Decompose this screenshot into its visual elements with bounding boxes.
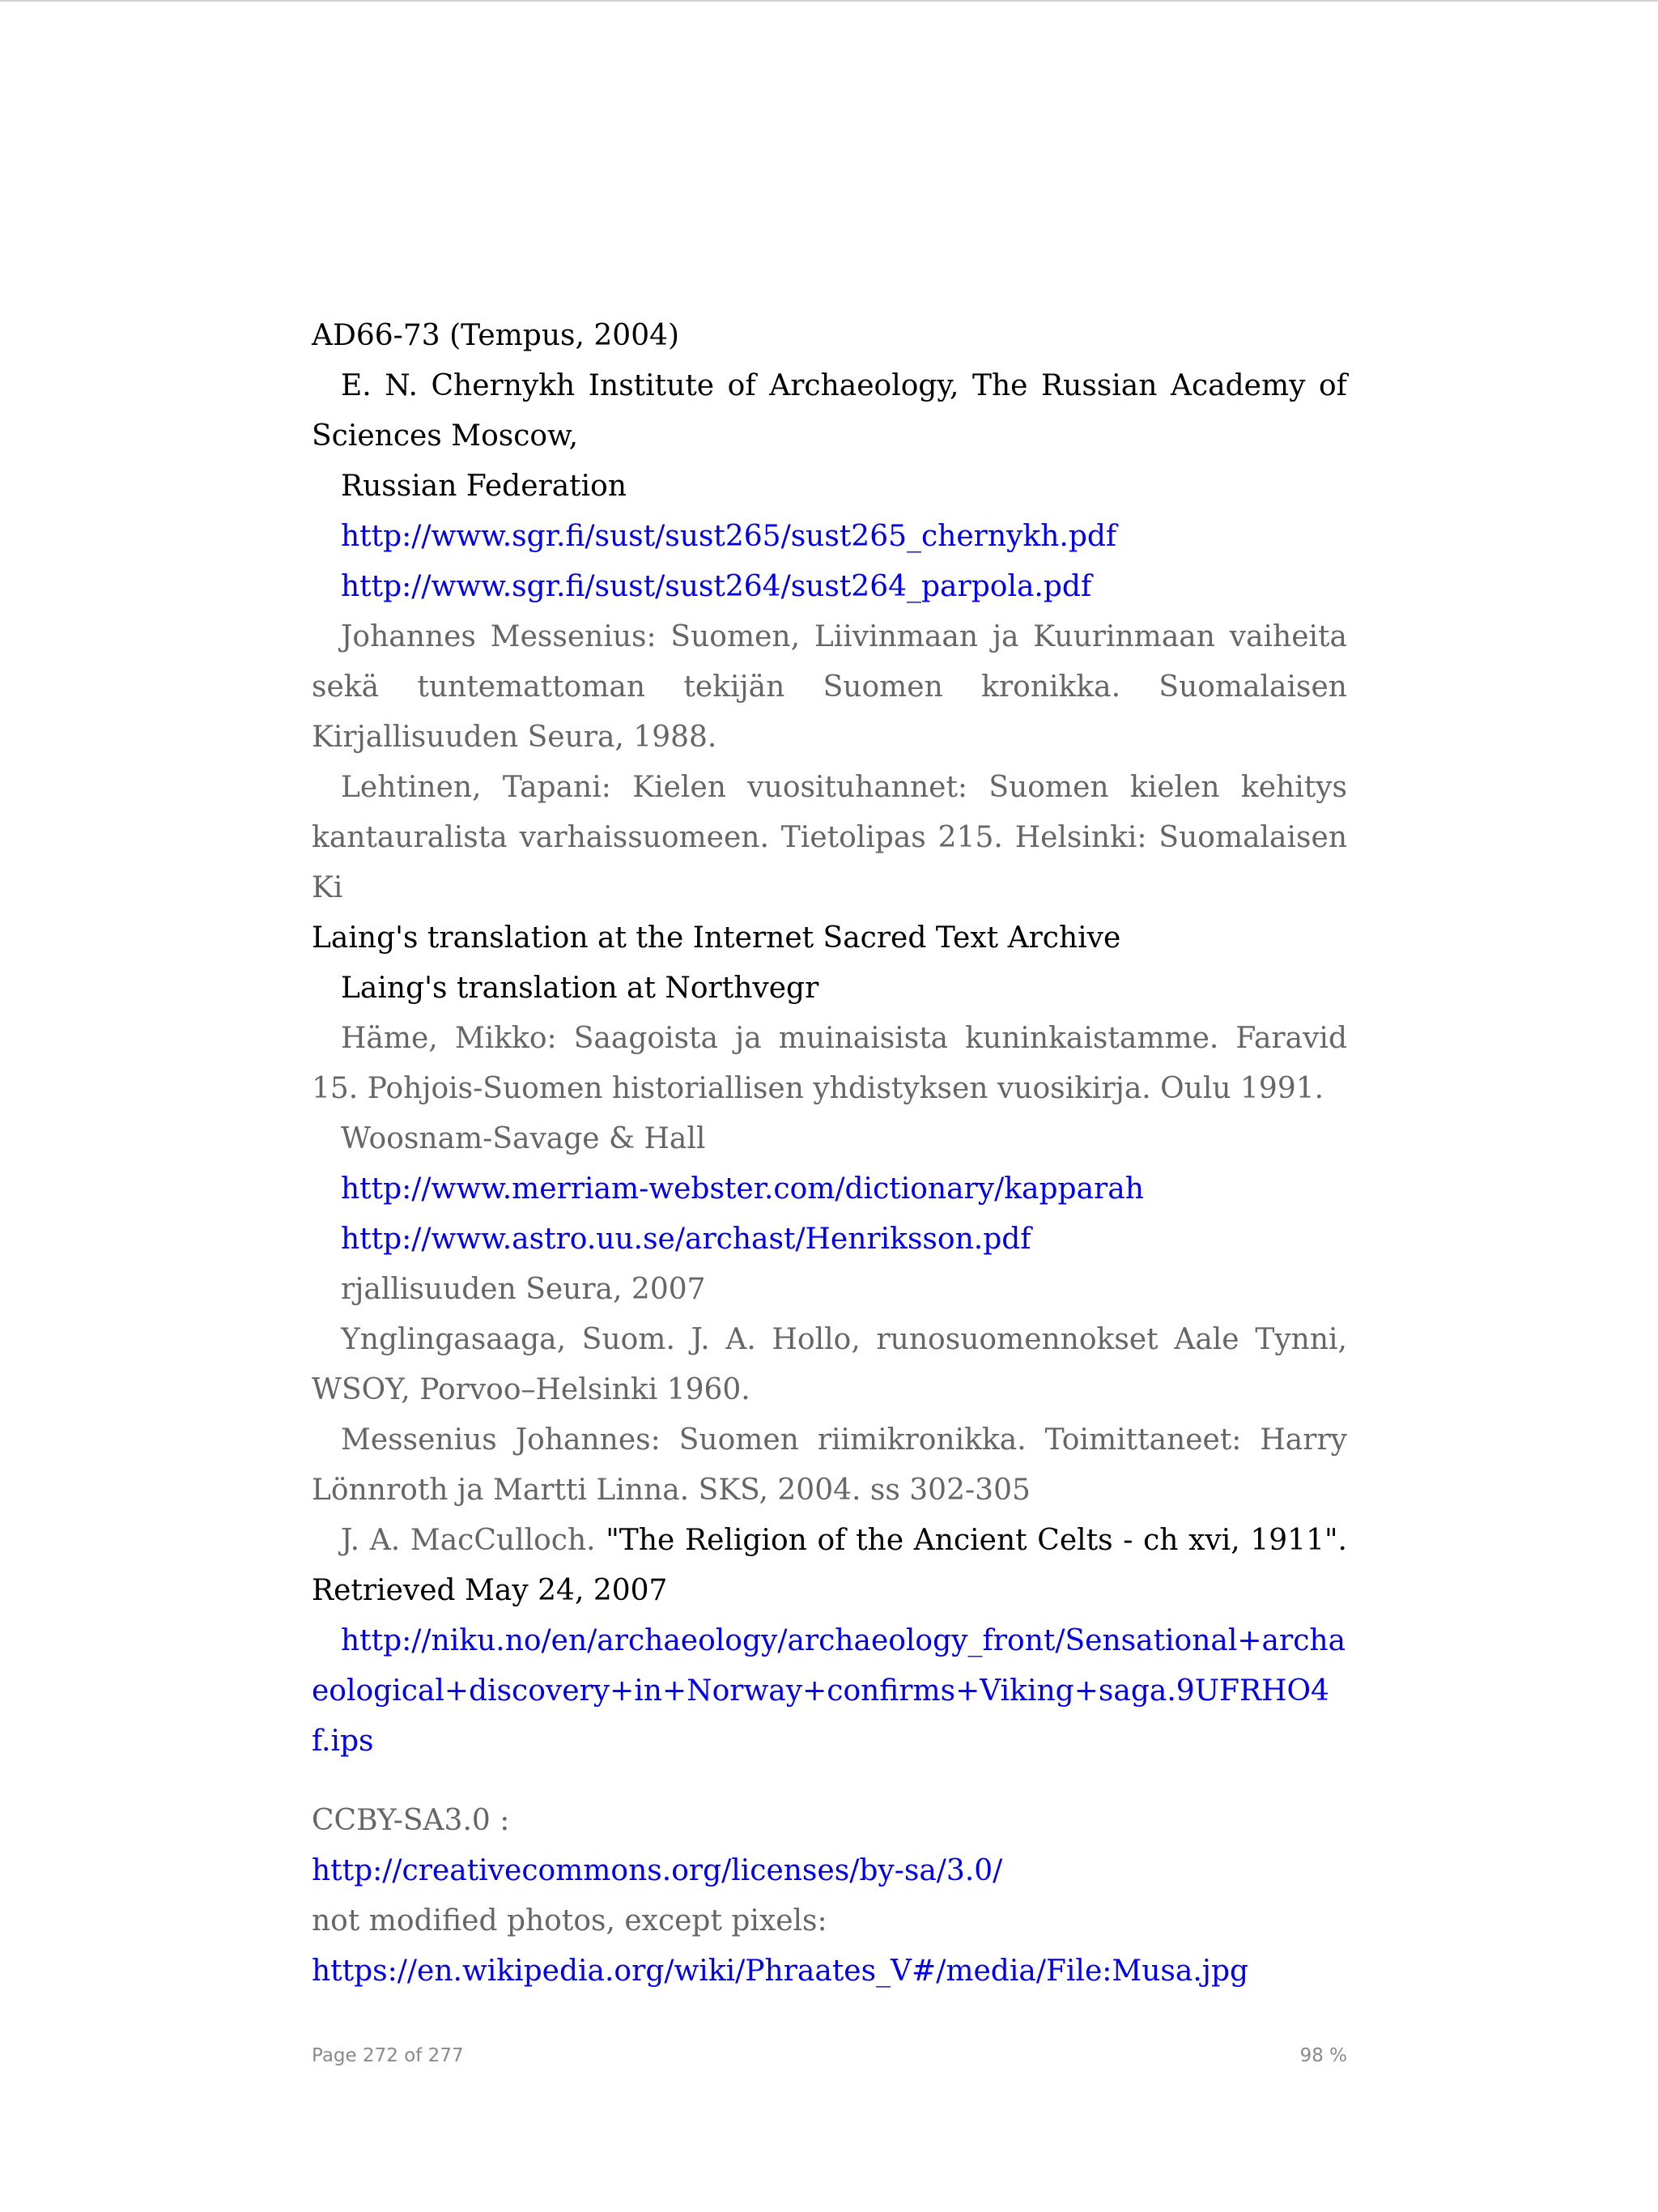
reader-page-content: [312, 311, 1347, 1997]
reference-entry: Woosnam-Savage & Hall: [341, 1122, 706, 1155]
license-label: CCBY-SA3.0 :: [312, 1804, 510, 1837]
reference-entry: AD66-73 (Tempus, 2004): [312, 319, 680, 352]
reference-entry: Laing's translation at Northvegr: [341, 972, 819, 1005]
page-indicator: Page 272 of 277: [312, 2045, 464, 2066]
reference-link[interactable]: http://niku.no/en/archaeology/archaeology_front/Sensational+archaeological+discovery+in+Norway+confirms+Viking+saga.9UFRHO4f.ips: [312, 1624, 1346, 1758]
reference-author: J. A. MacCulloch.: [341, 1524, 596, 1557]
reference-link[interactable]: http://www.sgr.fi/sust/sust264/sust264_parpola.pdf: [341, 570, 1092, 603]
reference-entry: Ynglingasaaga, Suom. J. A. Hollo, runosuomennokset Aale Tynni, WSOY, Porvoo–Helsinki 1960.: [312, 1323, 1347, 1406]
reference-entry: Messenius Johannes: Suomen riimikronikka. Toimittaneet: Harry Lönnroth ja Martti Linna. SKS, 2004. ss 302-305: [312, 1423, 1347, 1507]
section-gap: [312, 1767, 1347, 1796]
reference-entry: rjallisuuden Seura, 2007: [341, 1273, 706, 1306]
reference-title: "The Religion of the Ancient Celts - ch xvi, 1911". Retrieved May 24, 2007: [312, 1524, 1347, 1607]
reference-entry: Russian Federation: [341, 470, 627, 503]
reference-entry: [312, 1516, 1347, 1616]
reading-progress: 98 %: [1299, 2045, 1347, 2066]
reference-link[interactable]: http://www.merriam-webster.com/dictionary/kapparah: [341, 1172, 1144, 1206]
photo-source-link[interactable]: https://en.wikipedia.org/wiki/Phraates_V#/media/File:Musa.jpg: [312, 1955, 1249, 1988]
reference-entry: E. N. Chernykh Institute of Archaeology, The Russian Academy of Sciences Moscow,: [312, 369, 1347, 453]
reference-entry: Häme, Mikko: Saagoista ja muinaisista kuninkaistamme. Faravid 15. Pohjois-Suomen historiallisen yhdistyksen vuosikirja. Oulu 1991.: [312, 1022, 1347, 1105]
reference-entry: Laing's translation at the Internet Sacred Text Archive: [312, 921, 1121, 955]
top-divider: [0, 0, 1658, 2]
reference-entry: Johannes Messenius: Suomen, Liivinmaan ja Kuurinmaan vaiheita sekä tuntemattoman tekijän Suomen kronikka. Suomalaisen Kirjallisuuden Seura, 1988.: [312, 620, 1347, 754]
reference-link[interactable]: http://www.sgr.fi/sust/sust265/sust265_chernykh.pdf: [341, 520, 1117, 553]
license-link[interactable]: http://creativecommons.org/licenses/by-sa/3.0/: [312, 1854, 1003, 1887]
reference-entry: Lehtinen, Tapani: Kielen vuosituhannet: Suomen kielen kehitys kantauralista varhaissuomeen. Tietolipas 215. Helsinki: Suomalaisen Ki: [312, 771, 1347, 904]
license-note: not modified photos, except pixels:: [312, 1904, 827, 1938]
reference-link[interactable]: http://www.astro.uu.se/archast/Henriksson.pdf: [341, 1223, 1031, 1256]
